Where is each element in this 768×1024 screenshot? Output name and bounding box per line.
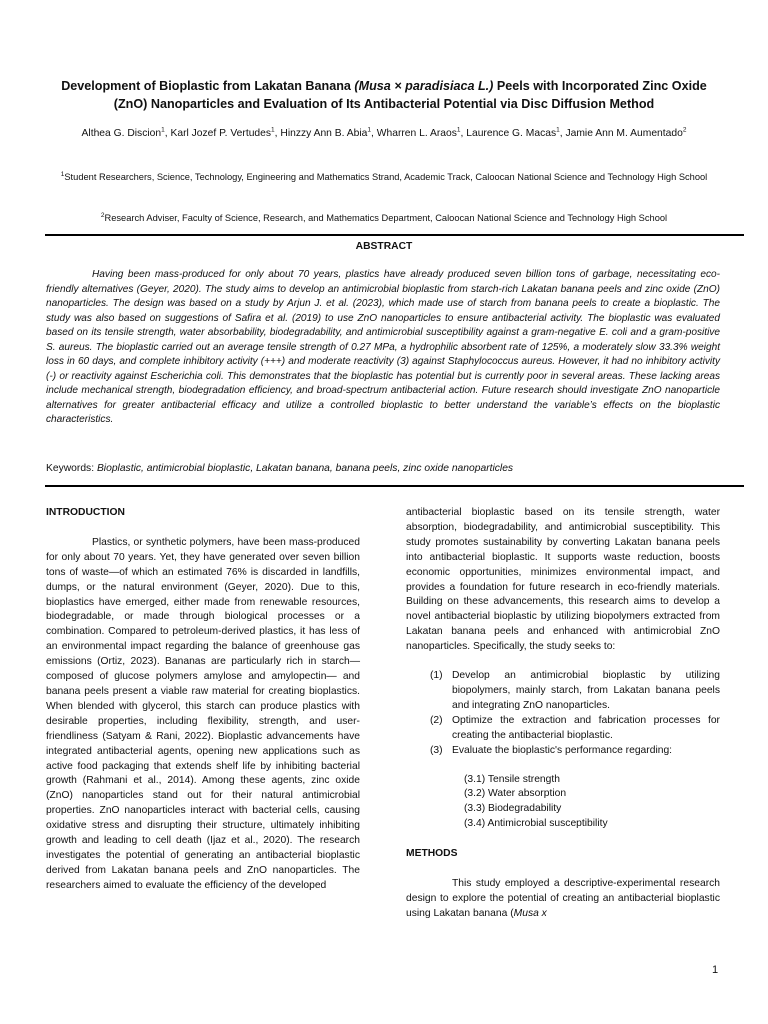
paper-title xyxy=(50,77,718,113)
title-text-part1: Development of Bioplastic from Lakatan Banana xyxy=(61,79,355,93)
author: Laurence G. Macas$^1$ xyxy=(466,126,560,139)
author: Jamie Ann M. Aumentado$^2$ xyxy=(565,126,687,139)
list-item: (3.1) Tensile strength xyxy=(464,773,560,785)
author: Hinzzy Ann B. Abia$^1$ xyxy=(280,126,372,139)
introduction-paragraph-continued: antibacterial bioplastic based on its tensile strength, water absorption, biodegradability, and antimicrobial susceptibility. This study promotes sustainability by converting Lakatan banana peels into antibacterial bioplastic. It supports waste reduction, boosts economic opportunities, minimizes environmental impact, and provides a foundation for future research in eco-friendly materials. Building on these advancements, this research aims to develop a novel antibacterial bioplastic by utilizing biopolymers extracted from Lakatan banana peels and enhanced with antimicrobial ZnO nanoparticles. Specifically, the study seeks to: xyxy=(406,507,720,653)
objectives-list xyxy=(406,669,720,758)
list-item: (3.2) Water absorption xyxy=(464,788,567,800)
author-list: Althea G. Discion$^1$, Karl Jozef P. Vertudes$^1$, Hinzzy Ann B. Abia$^1$, Wharren L. Araos$^1$, Laurence G. Macas$^1$, Jamie Ann M. Aumentado$^2$ xyxy=(81,126,687,139)
methods-paragraph: This study employed a descriptive-experimental research design to explore the potential of creating an antibacterial bioplastic using Lakatan banana (Musa x xyxy=(406,878,720,919)
affiliation-students: $^1$Student Researchers, Science, Technology, Engineering and Mathematics Strand, Academic Track, Caloocan National Science and Technology High School xyxy=(60,170,708,182)
list-item: (1) Develop an antimicrobial bioplastic by utilizing biopolymers, mainly starch, from Lakatan banana peels and integrating ZnO nanoparticles. xyxy=(430,670,720,711)
left-column xyxy=(46,506,360,894)
affiliation-adviser: $^2$Research Adviser, Faculty of Science, Research, and Mathematics Department, Caloocan National Science and Technology High School xyxy=(100,211,668,223)
author: Karl Jozef P. Vertudes$^1$ xyxy=(170,126,275,139)
keywords-values: Bioplastic, antimicrobial bioplastic, Lakatan banana, banana peels, zinc oxide nanoparticles xyxy=(96,463,514,474)
right-column xyxy=(406,506,720,922)
page-number: 1 xyxy=(712,964,719,976)
keywords-line xyxy=(46,462,720,476)
introduction-paragraph: Plastics, or synthetic polymers, have been mass-produced for only about 70 years. Yet, they have generated over seven billion tons of waste—of which an estimated 76% is discarded in landfills, dumps, or the natural environment (Geyer, 2020). Due to this, bioplastics have emerged, either made from renewable resources, biodegradable, or made through biological processes or a combination. Compared to petroleum-derived plastics, it has less of an environmental impact regarding the balance of greenhouse gas emissions (Ortiz, 2023). Bananas are particularly rich in starch—composed of glucose polymers amylose and amylopectin— and banana peels present a viable raw material for creating bioplastics. When blended with glycerol, this starch can produce plastics with desirable properties, including flexibility, strength, and user-friendliness (Satyam & Rani, 2022). Bioplastic advancements have integrated antibacterial agents, opening new applications such as active food packaging that extends shelf life by inhibiting bacterial growth (Rahmani et al., 2014). Among these agents, zinc oxide (ZnO) nanoparticles stand out for their natural antimicrobial properties. ZnO nanoparticles interact with bacterial cells, causing oxidative stress and disrupting their structure, ultimately inhibiting growth and leading to cell death (Ijaz et al., 2020). The research investigates the potential of generating an antibacterial bioplastic derived from Lakatan banana peels and ZnO nanoparticles. The researchers aimed to evaluate the efficiency of the developed xyxy=(46,536,360,891)
list-item: (3.4) Antimicrobial susceptibility xyxy=(464,818,608,830)
introduction-heading: INTRODUCTION xyxy=(46,507,125,518)
title-species-name: (Musa × paradisiaca L.) xyxy=(354,79,494,93)
top-divider xyxy=(45,234,744,236)
list-item: (2) Optimize the extraction and fabrication processes for creating the antibacterial bioplastic. xyxy=(430,714,720,741)
abstract-body: Having been mass-produced for only about 70 years, plastics have already produced seven billion tons of garbage, necessitating eco-friendly alternatives (Geyer, 2020). The study aims to develop an antimicrobial bioplastic from starch-rich Lakatan banana peels and zinc oxide (ZnO) nanoparticles. The design was based on a study by Arjun J. et al. (2023), which made use of starch from banana peels to create a bioplastic. The study was also based on suggestions of Safira et al. (2019) to use ZnO nanoparticles to ensure antibacterial activity. The bioplastic was evaluated based on its tensile strength, water absorbability, biodegradability, and antimicrobial susceptibility against a gram-negative E. coli and a gram-positive S. aureus. The bioplastic carried out an average tensile strength of 0.27 MPa, a hydrophilic absorbent rate of 125%, a moderately slow 33.3% weight loss in 60 days, and complete inhibitory activity (+++) and moderate reactivity (3) against Staphylococcus aureus. However, it had no inhibitory activity (-) or reactivity against Escherichia coli. This demonstrates that the bioplastic has potential but is currently poor in several areas. These lacking areas include mechanical strength, biodegradation efficiency, and broad-spectrum antibacterial action. Future research should investigate ZnO nanoparticle alternatives for greater antibacterial efficacy and utilize a controlled bioplastic to better understand the variable’s effects on the bioplastic characteristics. xyxy=(46,269,720,425)
keywords-label: Keywords: xyxy=(46,463,97,474)
list-item: (3) Evaluate the bioplastic's performance regarding: xyxy=(430,744,673,756)
author: Althea G. Discion$^1$ xyxy=(81,126,165,139)
abstract-heading: ABSTRACT xyxy=(355,241,413,252)
sub-objectives-list xyxy=(406,773,720,833)
title-text-part2: Peels with Incorporated Zinc Oxide (ZnO) Nanoparticles and Evaluation of Its Antibacterial Potential via Disc Diffusion Method xyxy=(113,79,707,111)
methods-heading: METHODS xyxy=(406,848,458,860)
author: Wharren L. Araos$^1$ xyxy=(376,126,461,139)
abstract-divider xyxy=(45,485,744,487)
list-item: (3.3) Biodegradability xyxy=(464,803,562,815)
